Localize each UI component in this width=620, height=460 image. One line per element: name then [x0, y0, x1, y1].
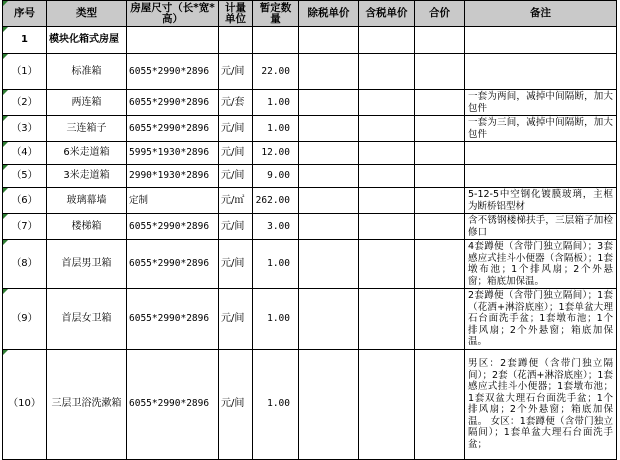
- table-row: [3, 188, 617, 214]
- row-total: [415, 349, 465, 459]
- header-price-ex: 除税单价: [299, 1, 359, 27]
- header-remark: 备注: [465, 1, 617, 27]
- row-type: 3米走道箱: [47, 165, 127, 188]
- row-qty: 12.00: [253, 142, 299, 165]
- row-seq: （7）: [3, 214, 47, 240]
- row-price-in: [359, 214, 415, 240]
- row-price-ex: [299, 188, 359, 214]
- row-seq: （4）: [3, 142, 47, 165]
- row-total: [415, 188, 465, 214]
- row-unit: 元/套: [219, 90, 253, 116]
- row-size: 6055*2990*2896: [127, 240, 219, 289]
- row-remark: 4套蹲便（含带门独立隔间）；3套感应式挂斗小便器（含隔板）；1套墩布池；1个排风扇；2个外悬窗；箱底加保温。: [465, 240, 617, 289]
- row-unit: 元/间: [219, 165, 253, 188]
- row-total: [415, 142, 465, 165]
- row-type: 首层男卫箱: [47, 240, 127, 289]
- row-unit: 元/间: [219, 116, 253, 142]
- row-seq: （9）: [3, 289, 47, 350]
- row-seq: （1）: [3, 54, 47, 90]
- row-qty: 3.00: [253, 214, 299, 240]
- row-unit: 元/间: [219, 240, 253, 289]
- row-price-in: [359, 240, 415, 289]
- row-total: [415, 90, 465, 116]
- row-price-in: [359, 165, 415, 188]
- row-type: 两连箱: [47, 90, 127, 116]
- row-size: 6055*2990*2896: [127, 289, 219, 350]
- row-size: 6055*2990*2896: [127, 90, 219, 116]
- row-remark: 2套蹲便（含带门独立隔间）；1套（花洒+淋浴底座）；1套单盆大理石台面洗手盆；1套墩布池；1个排风扇；2个外悬窗；箱底加保温。: [465, 289, 617, 350]
- row-price-ex: [299, 54, 359, 90]
- row-price-in: [359, 54, 415, 90]
- header-row: [3, 1, 617, 27]
- row-unit: 元/间: [219, 142, 253, 165]
- row-remark: 5-12-5中空钢化镀膜玻璃，主框为断桥铝型材: [465, 188, 617, 214]
- header-type: 类型: [47, 1, 127, 27]
- row-size: 2990*1930*2896: [127, 165, 219, 188]
- row-total: [415, 289, 465, 350]
- row-qty: 1.00: [253, 240, 299, 289]
- table-row: [3, 349, 617, 459]
- row-price-in: [359, 116, 415, 142]
- row-qty: 1.00: [253, 349, 299, 459]
- row-qty: 1.00: [253, 116, 299, 142]
- quote-table: [2, 0, 617, 460]
- row-remark: [465, 165, 617, 188]
- row-qty: 262.00: [253, 188, 299, 214]
- row-size: 6055*2990*2896: [127, 54, 219, 90]
- row-unit: 元/间: [219, 214, 253, 240]
- row-remark: [465, 54, 617, 90]
- row-qty: 9.00: [253, 165, 299, 188]
- header-qty: 暂定数量: [253, 1, 299, 27]
- row-price-ex: [299, 349, 359, 459]
- row-qty: 22.00: [253, 54, 299, 90]
- row-seq: （5）: [3, 165, 47, 188]
- row-unit: 元/间: [219, 54, 253, 90]
- row-seq: （8）: [3, 240, 47, 289]
- row-remark: 含不锈钢楼梯扶手，三层箱子加检修口: [465, 214, 617, 240]
- row-type: 楼梯箱: [47, 214, 127, 240]
- table-row: [3, 165, 617, 188]
- row-seq: （6）: [3, 188, 47, 214]
- row-price-in: [359, 142, 415, 165]
- row-price-ex: [299, 240, 359, 289]
- row-remark: 男区：2套蹲便（含带门独立隔间）；2套（花洒+淋浴底座）；1套感应式挂斗小便器；1套墩布池；1套双盆大理石台面洗手盆；1个排风扇；2个外悬窗；箱底加保温。 女区：1套蹲便（含带门独立隔间）；1套单盆大理石台面洗手盆；: [465, 349, 617, 459]
- row-type: 三连箱子: [47, 116, 127, 142]
- row-total: [415, 240, 465, 289]
- row-price-ex: [299, 90, 359, 116]
- table-row: [3, 90, 617, 116]
- row-type: 三层卫浴洗漱箱: [47, 349, 127, 459]
- table-body: [3, 27, 617, 460]
- table-row: [3, 240, 617, 289]
- row-price-in: [359, 90, 415, 116]
- row-size: 6055*2990*2896: [127, 349, 219, 459]
- row-remark: 一套为两间，减掉中间隔断，加大包件: [465, 90, 617, 116]
- row-unit: 元/间: [219, 349, 253, 459]
- header-total: 合价: [415, 1, 465, 27]
- row-type: 玻璃幕墙: [47, 188, 127, 214]
- row-price-ex: [299, 142, 359, 165]
- row-size: 6055*2990*2896: [127, 116, 219, 142]
- row-seq: （2）: [3, 90, 47, 116]
- row-size: 定制: [127, 188, 219, 214]
- row-price-ex: [299, 116, 359, 142]
- row-unit: 元/间: [219, 289, 253, 350]
- section-seq: 1: [3, 27, 47, 54]
- section-row: [3, 27, 617, 54]
- table-row: [3, 54, 617, 90]
- section-title: 模块化箱式房屋: [47, 27, 127, 54]
- row-total: [415, 165, 465, 188]
- row-size: 6055*2990*2896: [127, 214, 219, 240]
- row-size: 5995*1930*2896: [127, 142, 219, 165]
- row-total: [415, 54, 465, 90]
- row-remark: [465, 142, 617, 165]
- header-size: 房屋尺寸（长*宽*高）: [127, 1, 219, 27]
- row-price-in: [359, 289, 415, 350]
- row-total: [415, 116, 465, 142]
- header-unit: 计量单位: [219, 1, 253, 27]
- table-row: [3, 116, 617, 142]
- row-seq: （3）: [3, 116, 47, 142]
- row-price-ex: [299, 214, 359, 240]
- row-remark: 一套为三间，减掉中间隔断，加大包件: [465, 116, 617, 142]
- table-row: [3, 214, 617, 240]
- row-total: [415, 214, 465, 240]
- row-qty: 1.00: [253, 289, 299, 350]
- row-seq: （10）: [3, 349, 47, 459]
- header-price-in: 含税单价: [359, 1, 415, 27]
- row-unit: 元/㎡: [219, 188, 253, 214]
- row-type: 首层女卫箱: [47, 289, 127, 350]
- row-type: 6米走道箱: [47, 142, 127, 165]
- table-row: [3, 289, 617, 350]
- header-seq: 序号: [3, 1, 47, 27]
- row-price-ex: [299, 289, 359, 350]
- row-price-in: [359, 188, 415, 214]
- row-price-ex: [299, 165, 359, 188]
- row-type: 标准箱: [47, 54, 127, 90]
- row-price-in: [359, 349, 415, 459]
- row-qty: 1.00: [253, 90, 299, 116]
- table-row: [3, 142, 617, 165]
